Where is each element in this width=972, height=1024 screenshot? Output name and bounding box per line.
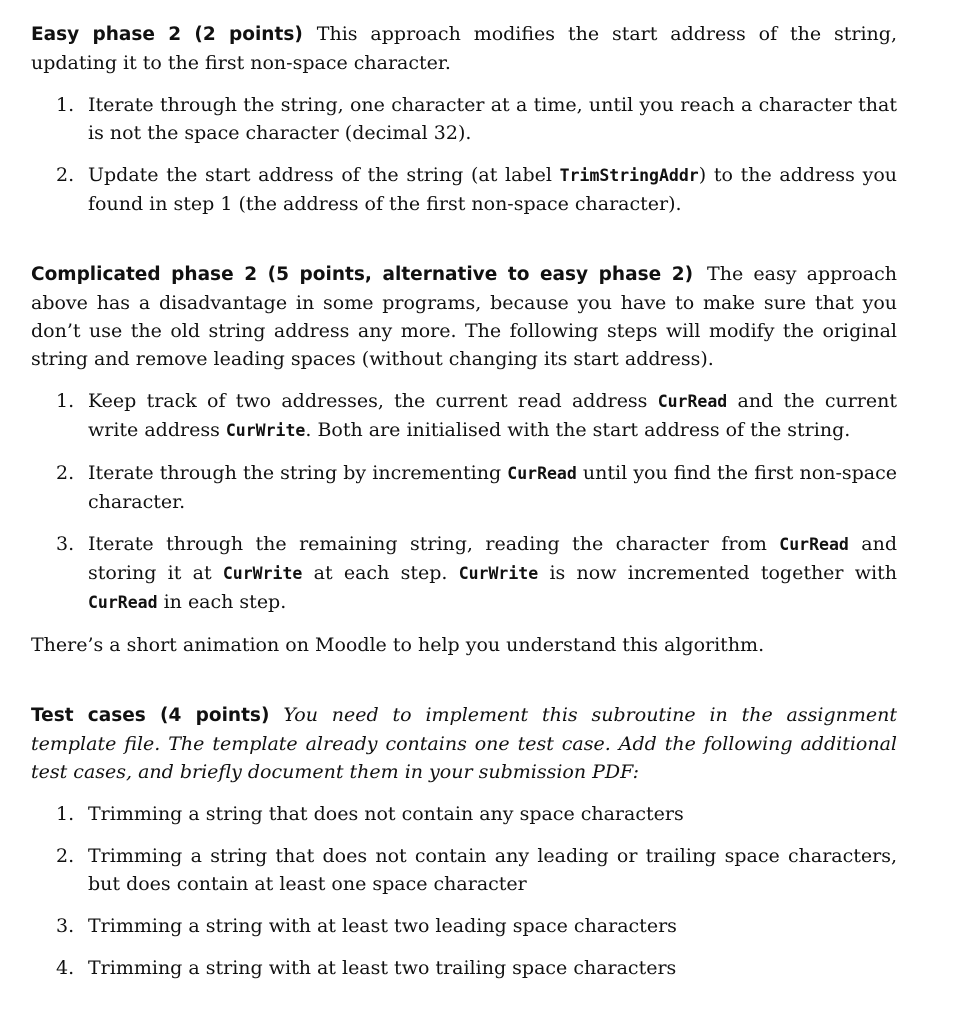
step-text: . Both are initialised with the start address of the string. <box>305 419 851 441</box>
code-label: CurRead <box>657 392 728 411</box>
code-label: CurWrite <box>458 564 539 583</box>
step-text: Iterate through the string, one character at a time, until you reach a character that is not the space character (decimal 32). <box>88 94 897 144</box>
animation-note: There’s a short animation on Moodle to help you understand this algorithm. <box>31 634 765 656</box>
complicated-phase-intro: The easy approach above has a disadvantage in some programs, because you have to make sure that you don’t use the old string address any more. The following steps will modify the original string and remove leading spaces (without changing its start address). <box>31 263 897 370</box>
code-label: CurRead <box>507 464 577 483</box>
test-case-text: Trimming a string with at least two leading space characters <box>88 915 677 937</box>
step-text: until you find the first non-space character. <box>88 462 897 513</box>
list-number: 3. <box>56 533 75 555</box>
easy-phase-heading: Easy phase 2 (2 points) <box>31 24 303 45</box>
step-text: Keep track of two addresses, the current read address <box>88 390 658 412</box>
test-case-text: Trimming a string that does not contain any leading or trailing space characters, but does contain at least one space character <box>88 845 897 895</box>
test-case-text: Trimming a string with at least two trailing space characters <box>88 957 677 979</box>
code-label: CurRead <box>779 535 849 554</box>
step-text: Iterate through the remaining string, reading the character from <box>88 533 780 555</box>
list-number: 2. <box>56 462 75 484</box>
list-item <box>31 91 897 147</box>
code-label: CurWrite <box>222 564 303 583</box>
step-text: Iterate through the string by incrementing <box>88 462 508 484</box>
list-number: 2. <box>56 845 75 867</box>
easy-phase-steps <box>31 91 897 218</box>
list-number: 1. <box>56 94 75 116</box>
step-text: in each step. <box>157 591 287 613</box>
list-item <box>31 912 897 940</box>
list-number: 1. <box>56 390 75 412</box>
list-item <box>31 530 897 617</box>
step-text: is now incremented together with <box>538 562 897 584</box>
list-item <box>31 161 897 218</box>
code-label: CurRead <box>88 593 158 612</box>
list-item <box>31 800 897 828</box>
code-label: TrimStringAddr <box>559 166 699 185</box>
easy-phase-intro: This approach modifies the start address of the string, updating it to the first non-space character. <box>31 23 897 74</box>
step-text: and storing it at <box>88 533 897 584</box>
test-cases-list <box>31 800 897 982</box>
test-case-text: Trimming a string that does not contain any space characters <box>88 803 684 825</box>
easy-phase-paragraph <box>31 20 897 77</box>
test-cases-paragraph <box>31 701 897 786</box>
complicated-phase-paragraph <box>31 260 897 373</box>
document-page <box>31 20 897 982</box>
code-label: CurWrite <box>225 421 306 440</box>
list-item <box>31 842 897 898</box>
list-item <box>31 459 897 516</box>
list-number: 1. <box>56 803 75 825</box>
list-number: 4. <box>56 957 75 979</box>
complicated-phase-heading: Complicated phase 2 (5 points, alternative to easy phase 2) <box>31 264 694 285</box>
list-number: 3. <box>56 915 75 937</box>
list-item <box>31 387 897 445</box>
step-text: and the current write address <box>88 390 897 441</box>
test-cases-intro: You need to implement this subroutine in the assignment template file. The template already contains one test case. Add the following additional test cases, and briefly document them in your submission PDF: <box>31 704 897 783</box>
complicated-phase-steps <box>31 387 897 617</box>
step-text: at each step. <box>302 562 459 584</box>
step-text: ) to the address you found in step 1 (the address of the first non-space character). <box>88 164 897 215</box>
list-number: 2. <box>56 164 75 186</box>
list-item <box>31 954 897 982</box>
test-cases-heading: Test cases (4 points) <box>31 705 270 726</box>
step-text: Update the start address of the string (at label <box>88 164 560 186</box>
